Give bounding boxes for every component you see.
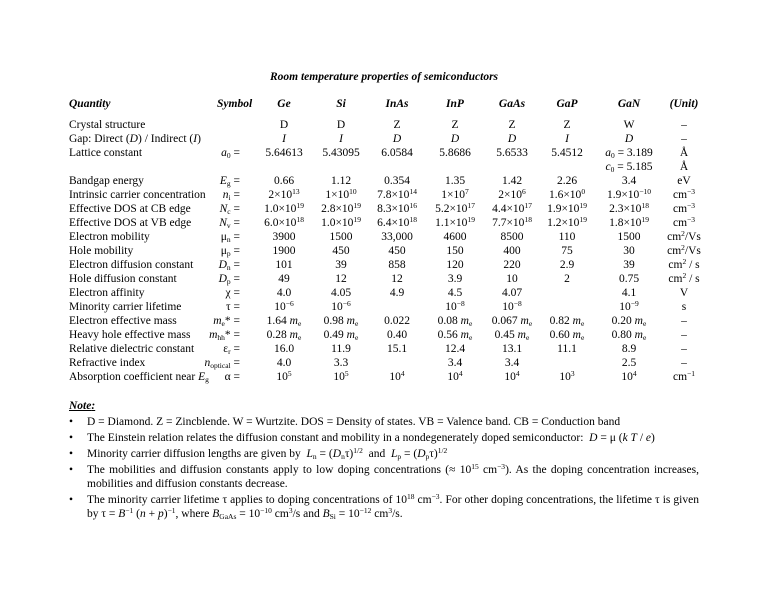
quantity-label: Absorption coefficient near $E_g$ [69, 371, 209, 384]
quantity-label: Lattice constant [69, 147, 143, 159]
value-cell: 0.40 [386, 329, 408, 341]
value-cell: 3.9 [447, 273, 463, 285]
bullet-icon: • [69, 416, 74, 428]
value-cell: $1.1\times 10^{19}$ [435, 215, 475, 229]
value-cell: 0.067 $m_e$ [491, 315, 533, 328]
value-cell: Å [679, 161, 689, 173]
value-cell: $cm^{-3}$ [672, 187, 696, 201]
symbol-cell: $D_p$ = [218, 273, 240, 286]
value-cell: 0.56 $m_e$ [437, 329, 473, 342]
note-text: D = Diamond. Z = Zincblende. W = Wurtzite. DOS = Density of states. VB = Valence band. CB = Conduction band [87, 416, 621, 428]
quantity-label: Minority carrier lifetime [69, 301, 182, 313]
value-cell: $a_0 = 3.189$ [605, 147, 653, 160]
value-cell: D [624, 133, 634, 145]
value-cell: 0.98 $m_e$ [323, 315, 359, 328]
value-cell: Z [563, 119, 571, 131]
value-cell: $1.8\times 10^{19}$ [609, 215, 649, 229]
symbol-cell: $m_e*$ = [213, 315, 240, 328]
value-cell: 5.8686 [439, 147, 471, 159]
value-cell: 16.0 [273, 343, 295, 355]
quantity-label: Electron mobility [69, 231, 150, 243]
value-cell: 4.5 [447, 287, 463, 299]
value-cell: Z [393, 119, 401, 131]
quantity-label: Electron diffusion constant [69, 259, 194, 271]
value-cell: 33,000 [381, 231, 413, 243]
value-cell: I [282, 133, 286, 145]
value-cell: Å [679, 147, 689, 159]
value-cell: 0.022 [384, 315, 410, 327]
quantity-label: Relative dielectric constant [69, 343, 195, 355]
value-cell: 450 [388, 245, 406, 257]
value-cell: 39 [623, 259, 635, 271]
value-cell: 1.35 [444, 175, 466, 187]
value-cell: – [681, 357, 687, 369]
quantity-label: Effective DOS at CB edge [69, 203, 191, 215]
value-cell: D [336, 119, 346, 131]
page-title: Room temperature properties of semiconductors [269, 71, 499, 83]
value-cell: 15.1 [386, 343, 408, 355]
value-cell: – [681, 315, 687, 327]
value-cell: 220 [503, 259, 521, 271]
value-cell: 8500 [500, 231, 524, 243]
value-cell: 75 [561, 245, 573, 257]
symbol-cell: $E_g$ = [219, 175, 240, 188]
value-cell: 120 [446, 259, 464, 271]
value-cell: D [279, 119, 289, 131]
value-cell: $7.8\times 10^{14}$ [377, 187, 417, 201]
symbol-cell: $\varepsilon_r$ = [223, 343, 240, 356]
value-cell: $cm^2/Vs$ [667, 229, 701, 243]
value-cell: $cm^{-3}$ [672, 201, 696, 215]
value-cell: – [681, 133, 687, 145]
value-cell: 0.66 [273, 175, 295, 187]
quantity-label: Refractive index [69, 357, 146, 369]
value-cell: Z [508, 119, 516, 131]
symbol-cell: $a_0$ = [221, 147, 240, 160]
value-cell: 2 [564, 273, 570, 285]
value-cell: $2.3\times 10^{18}$ [609, 201, 649, 215]
value-cell: 4600 [443, 231, 467, 243]
value-cell: 0.45 $m_e$ [494, 329, 530, 342]
value-cell: $10^{-6}$ [274, 299, 294, 313]
quantity-label: Heavy hole effective mass [69, 329, 191, 341]
value-cell: 3900 [272, 231, 296, 243]
value-cell: $1.9\times 10^{-10}$ [606, 187, 652, 201]
symbol-cell: χ = [225, 287, 240, 299]
note-item [69, 431, 699, 445]
notes-section [69, 400, 699, 523]
value-cell: 4.05 [330, 287, 352, 299]
value-cell: eV [677, 175, 691, 187]
value-cell: 11.1 [557, 343, 577, 355]
value-cell: 2.26 [556, 175, 578, 187]
header-gap: GaP [556, 98, 578, 110]
value-cell: 3.4 [621, 175, 637, 187]
value-cell: $1\times 10^{10}$ [325, 187, 357, 201]
value-cell: D [392, 133, 402, 145]
value-cell: $c_0 = 5.185$ [605, 161, 653, 174]
value-cell: 0.08 $m_e$ [437, 315, 473, 328]
value-cell: $cm^{-1}$ [672, 369, 696, 383]
symbol-cell: $m_{hh}*$ = [209, 329, 240, 342]
value-cell: 4.9 [389, 287, 405, 299]
value-cell: $cm^2$ / s [668, 271, 700, 285]
header-inp: InP [446, 98, 464, 110]
symbol-cell: $N_c$ = [219, 203, 240, 216]
value-cell: – [681, 119, 687, 131]
value-cell: 12 [391, 273, 403, 285]
value-cell: 110 [558, 231, 576, 243]
value-cell: $2.8\times 10^{19}$ [321, 201, 361, 215]
value-cell: $1.9\times 10^{19}$ [547, 201, 587, 215]
notes-list [69, 415, 699, 521]
value-cell: 1.12 [330, 175, 352, 187]
value-cell: $6.4\times 10^{18}$ [377, 215, 417, 229]
value-cell: 2.9 [559, 259, 575, 271]
value-cell: $10^5$ [333, 369, 349, 383]
value-cell: 11.9 [331, 343, 351, 355]
value-cell: 1500 [617, 231, 641, 243]
quantity-label: Bandgap energy [69, 175, 144, 187]
value-cell: 4.0 [276, 287, 292, 299]
value-cell: 0.354 [384, 175, 410, 187]
symbol-cell: $n_{optical}$ = [204, 357, 240, 370]
value-cell: I [339, 133, 343, 145]
quantity-label: Electron effective mass [69, 315, 177, 327]
value-cell: W [623, 119, 635, 131]
value-cell: 4.07 [501, 287, 523, 299]
value-cell: 1.42 [501, 175, 523, 187]
value-cell: 0.75 [618, 273, 640, 285]
value-cell: $cm^2$ / s [668, 257, 700, 271]
symbol-cell: $\mu_n$ = [220, 231, 240, 244]
value-cell: 450 [332, 245, 350, 257]
header-ge: Ge [277, 98, 291, 110]
value-cell: D [450, 133, 460, 145]
value-cell: $10^{-9}$ [619, 299, 639, 313]
header-unit: (Unit) [669, 98, 699, 110]
note-text: The Einstein relation relates the diffusion constant and mobility in a nondegenerately doped semiconductor: D = μ (k T / e) [87, 432, 655, 444]
value-cell: 5.64613 [265, 147, 303, 159]
value-cell: $10^4$ [621, 369, 637, 383]
quantity-label: Hole diffusion constant [69, 273, 177, 285]
value-cell: 4.1 [621, 287, 637, 299]
value-cell: $6.0\times 10^{18}$ [264, 215, 304, 229]
symbol-cell: α = [224, 371, 240, 383]
quantity-label: Intrinsic carrier concentration [69, 189, 206, 201]
notes-title: Note: [69, 400, 96, 412]
header-inas: InAs [385, 98, 409, 110]
value-cell: $1.2\times 10^{19}$ [547, 215, 587, 229]
value-cell: $1.0\times 10^{19}$ [264, 201, 304, 215]
symbol-cell: τ = [226, 301, 240, 313]
header-si: Si [336, 98, 346, 110]
quantity-label: Effective DOS at VB edge [69, 217, 192, 229]
value-cell: $10^{-6}$ [331, 299, 351, 313]
properties-table [0, 96, 768, 396]
value-cell: 0.28 $m_e$ [266, 329, 302, 342]
value-cell: 1900 [272, 245, 296, 257]
symbol-cell: $D_n$ = [218, 259, 240, 272]
note-text: The mobilities and diffusion constants apply to low doping concentrations (≈ $10^{15}$ $cm^{-3}$). As the doping concentration increases, mobilities and diffusion constants decrease. [87, 462, 699, 490]
value-cell: 1.64 $m_e$ [266, 315, 302, 328]
value-cell: $5.2\times 10^{17}$ [435, 201, 475, 215]
value-cell: 5.43095 [322, 147, 360, 159]
value-cell: 0.60 $m_e$ [549, 329, 585, 342]
value-cell: $1.6\times 10^0$ [548, 187, 586, 201]
quantity-label: Hole mobility [69, 245, 134, 257]
bullet-icon: • [69, 432, 74, 444]
value-cell: 12 [335, 273, 347, 285]
value-cell: 49 [278, 273, 290, 285]
value-cell: 2.5 [621, 357, 637, 369]
value-cell: 13.1 [501, 343, 523, 355]
value-cell: $4.4\times 10^{17}$ [492, 201, 532, 215]
value-cell: $10^{-8}$ [445, 299, 465, 313]
value-cell: 8.9 [621, 343, 637, 355]
value-cell: $10^4$ [389, 369, 405, 383]
value-cell: 400 [503, 245, 521, 257]
value-cell: 3.4 [504, 357, 520, 369]
note-text: The minority carrier lifetime τ applies to doping concentrations of $10^{18}$ $cm^{-3}$. For other doping concentrations, the lifetime τ is given by $\tau = B^{-1}$ $(n + p)^{-1}$, where $B_{GaAs} = 10^{-10}$ $cm^3/s$ and $B_{Si} = 10^{-12}$ $cm^3/s$. [87, 492, 699, 521]
value-cell: $cm^{-3}$ [672, 215, 696, 229]
symbol-cell: $N_v$ = [219, 217, 240, 230]
value-cell: D [507, 133, 517, 145]
value-cell: $2\times 10^6$ [498, 187, 526, 201]
value-cell: 5.6533 [496, 147, 528, 159]
value-cell: $cm^2/Vs$ [667, 243, 701, 257]
note-text: Minority carrier diffusion lengths are given by $L_n = (D_n\tau)^{1/2}$ and $L_p = (D_p\tau)^{1/2}$ [87, 446, 448, 461]
note-item [69, 493, 699, 521]
value-cell: 10 [506, 273, 518, 285]
header-symbol: Symbol [217, 98, 253, 110]
value-cell: – [681, 343, 687, 355]
value-cell: $7.7\times 10^{18}$ [492, 215, 532, 229]
value-cell: $1.0\times 10^{19}$ [321, 215, 361, 229]
value-cell: I [565, 133, 569, 145]
symbol-cell: $\mu_p$ = [220, 245, 240, 258]
quantity-label: Crystal structure [69, 119, 146, 131]
value-cell: 0.82 $m_e$ [549, 315, 585, 328]
value-cell: 39 [335, 259, 347, 271]
value-cell: 150 [446, 245, 464, 257]
value-cell: 3.3 [333, 357, 349, 369]
value-cell: 6.0584 [381, 147, 413, 159]
value-cell: $10^{-8}$ [502, 299, 522, 313]
value-cell: 858 [388, 259, 406, 271]
quantity-label: Gap: Direct (D) / Indirect (I) [69, 133, 201, 145]
bullet-icon: • [69, 494, 74, 506]
value-cell: 5.4512 [551, 147, 583, 159]
value-cell: $10^4$ [447, 369, 463, 383]
value-cell: 0.80 $m_e$ [611, 329, 647, 342]
value-cell: 101 [275, 259, 293, 271]
value-cell: 0.20 $m_e$ [611, 315, 647, 328]
bullet-icon: • [69, 464, 74, 476]
value-cell: $2\times 10^{13}$ [268, 187, 300, 201]
header-gaas: GaAs [498, 98, 526, 110]
value-cell: 4.0 [276, 357, 292, 369]
header-gan: GaN [617, 98, 641, 110]
value-cell: 12.4 [444, 343, 466, 355]
header-quantity: Quantity [69, 98, 111, 110]
value-cell: $1\times 10^7$ [441, 187, 469, 201]
value-cell: V [679, 287, 689, 299]
value-cell: $8.3\times 10^{16}$ [377, 201, 417, 215]
value-cell: 1500 [329, 231, 353, 243]
note-item [69, 463, 699, 491]
value-cell: Z [451, 119, 459, 131]
value-cell: $10^4$ [504, 369, 520, 383]
note-item [69, 447, 699, 461]
value-cell: 3.4 [447, 357, 463, 369]
note-item [69, 415, 699, 429]
quantity-label: Electron affinity [69, 287, 145, 299]
value-cell: – [681, 329, 687, 341]
value-cell: $10^3$ [559, 369, 575, 383]
value-cell: $10^5$ [276, 369, 292, 383]
value-cell: 30 [623, 245, 635, 257]
value-cell: s [681, 301, 687, 313]
value-cell: 0.49 $m_e$ [323, 329, 359, 342]
symbol-cell: $n_i$ = [222, 189, 240, 202]
bullet-icon: • [69, 448, 74, 460]
